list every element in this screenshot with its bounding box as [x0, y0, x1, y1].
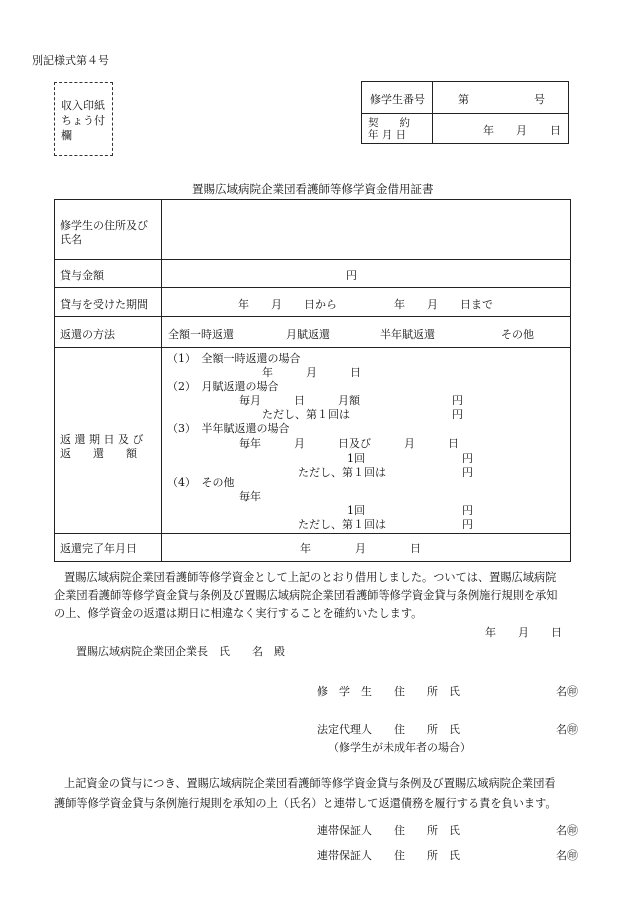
- guarantor-label: 連帯保証人 住 所 氏: [317, 824, 460, 837]
- guardian-seal: 名㊞: [556, 723, 578, 736]
- schedule-semiannual-once-yen: 円: [462, 452, 473, 465]
- completion-date-value: 年 月 日: [300, 542, 421, 555]
- schedule-semiannual-first: ただし、第１回は: [298, 466, 386, 479]
- guarantor-paragraph-line: 上記資金の貸与につき、置賜広域病院企業団看護師等修学資金貸与条例及び置賜広域病院企業団看: [64, 777, 556, 790]
- schedule-monthly-line: 毎月 日 月額: [239, 394, 360, 407]
- student-no-suffix: 号: [534, 93, 545, 106]
- contract-day: 日: [550, 124, 561, 137]
- schedule-label: 返 還 期 日 及 び: [60, 433, 144, 446]
- method-option: 月賦返還: [286, 328, 330, 341]
- schedule-lump-title: （1） 全額一時返還の場合: [167, 352, 301, 365]
- schedule-other-yearly: 毎年: [239, 490, 261, 503]
- loan-amount-unit: 円: [346, 269, 357, 282]
- stamp-label-line: 収入印紙: [61, 99, 105, 112]
- address-name-label: 修学生の住所及び: [60, 219, 148, 232]
- method-option: 半年賦返還: [380, 328, 435, 341]
- guarantor-paragraph-line: 護師等修学資金貸与条例施行規則を承知の上（氏名）と連帯して返還債務を履行する責を負います。: [54, 797, 557, 810]
- contract-month: 月: [516, 124, 527, 137]
- signing-date: 年 月 日: [485, 626, 562, 639]
- student-signer-label: 修 学 生 住 所 氏: [317, 685, 460, 698]
- student-seal: 名㊞: [556, 685, 578, 698]
- method-option: 全額一時返還: [168, 328, 234, 341]
- schedule-semiannual-title: （3） 半年賦返還の場合: [167, 422, 290, 435]
- schedule-monthly-first-yen: 円: [452, 408, 463, 421]
- schedule-other-title: （4） その他: [167, 476, 235, 489]
- loan-period-to: 年 月 日まで: [394, 298, 493, 311]
- addressee: 置賜広域病院企業団企業長 氏 名 殿: [76, 645, 285, 658]
- loan-period-label: 貸与を受けた期間: [60, 298, 148, 311]
- student-no-label: 修学生番号: [370, 93, 425, 106]
- loan-amount-label: 貸与金額: [60, 269, 104, 282]
- guarantor-label: 連帯保証人 住 所 氏: [317, 849, 460, 862]
- schedule-semiannual-first-yen: 円: [462, 466, 473, 479]
- document-title: 置賜広域病院企業団看護師等修学資金借用証書: [192, 182, 434, 196]
- stamp-label-line: 欄: [61, 129, 72, 142]
- student-id-box: [361, 81, 569, 144]
- schedule-other-once: 1回: [347, 504, 365, 517]
- schedule-semiannual-line: 毎年 月 日及び 月 日: [239, 437, 459, 450]
- agreement-paragraph-line: の上、修学資金の返還は期日に相違なく実行することを確約いたします。: [54, 607, 423, 620]
- agreement-paragraph-line: 企業団看護師等修学資金貸与条例及び置賜広域病院企業団看護師等修学資金貸与条例施行規則を承知: [54, 589, 558, 602]
- stamp-label-line: ちょう付: [61, 114, 105, 127]
- student-no-prefix: 第: [458, 93, 469, 106]
- agreement-paragraph-line: 置賜広域病院企業団看護師等修学資金として上記のとおり借用しました。ついては、置賜広域病院: [64, 571, 557, 584]
- guarantor-seal: 名㊞: [556, 849, 578, 862]
- form-number: 別記様式第４号: [32, 54, 109, 67]
- schedule-other-first-yen: 円: [462, 518, 473, 531]
- contract-date-label: 年 月 日: [368, 129, 407, 141]
- schedule-monthly-yen: 円: [452, 394, 463, 407]
- loan-details-table: [54, 199, 571, 562]
- guardian-note: （修学生が未成年者の場合）: [328, 741, 471, 754]
- completion-date-label: 返還完了年月日: [60, 542, 137, 555]
- address-name-label: 氏名: [60, 233, 82, 246]
- guarantor-seal: 名㊞: [556, 824, 578, 837]
- schedule-other-first: ただし、第１回は: [298, 518, 386, 531]
- guardian-signer-label: 法定代理人 住 所 氏: [317, 723, 460, 736]
- schedule-semiannual-once: 1回: [347, 452, 365, 465]
- revenue-stamp-box: [54, 82, 113, 156]
- method-option: その他: [501, 328, 534, 341]
- schedule-monthly-title: （2） 月賦返還の場合: [167, 380, 279, 393]
- repayment-method-label: 返還の方法: [60, 328, 115, 341]
- schedule-monthly-first: ただし、第１回は: [262, 408, 350, 421]
- contract-date-label: 契 約: [368, 117, 410, 129]
- schedule-lump-date: 年 月 日: [262, 366, 361, 379]
- schedule-other-once-yen: 円: [462, 504, 473, 517]
- loan-period-from: 年 月 日から: [238, 298, 337, 311]
- contract-year: 年: [483, 124, 494, 137]
- schedule-label: 返 還 額: [60, 447, 137, 460]
